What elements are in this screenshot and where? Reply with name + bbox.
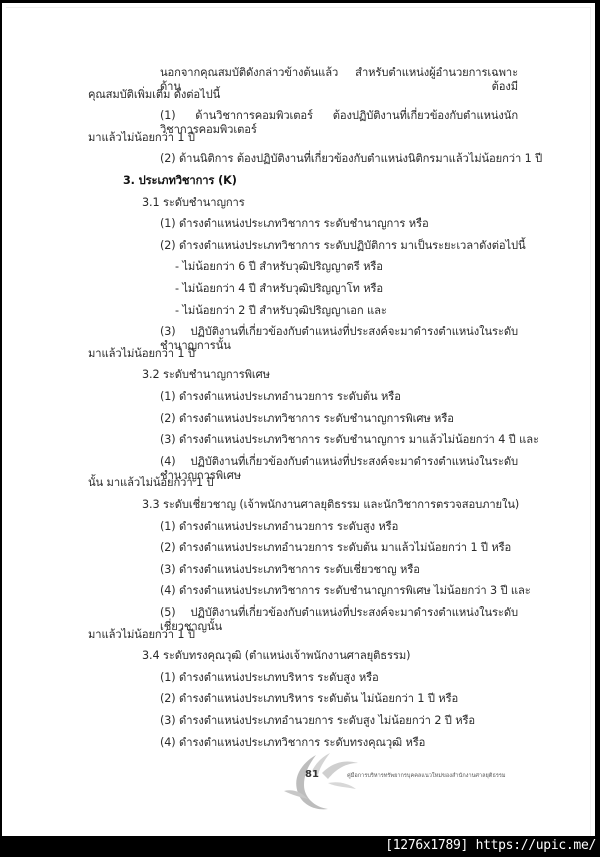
text-line: (4) ดำรงตำแหน่งประเภทวิชาการ ระดับชำนาญการพิเศษ ไม่น้อยกว่า 3 ปี และ bbox=[160, 584, 531, 598]
text-line: (1) ดำรงตำแหน่งประเภทอำนวยการ ระดับต้น หรือ bbox=[160, 390, 401, 403]
watermark-text: [1276x1789] https://upic.me/ bbox=[385, 838, 596, 853]
document-page bbox=[2, 3, 595, 836]
text-line: (5) ปฏิบัติงานที่เกี่ยวข้องกับตำแหน่งที่ประสงค์จะมาดำรงตำแหน่งในระดับเชี่ยวชาญนั้น bbox=[160, 606, 518, 633]
text-line: นอกจากคุณสมบัติดังกล่าวข้างต้นแล้ว สำหรับตำแหน่งผู้อำนวยการเฉพาะด้าน ต้องมี bbox=[160, 66, 518, 93]
text-line: - ไม่น้อยกว่า 2 ปี สำหรับวุฒิปริญญาเอก และ bbox=[175, 303, 387, 317]
text-line: นั้น มาแล้วไม่น้อยกว่า 1 ปี bbox=[88, 476, 214, 490]
page-number: 81 bbox=[305, 769, 319, 780]
text-line: (2) ดำรงตำแหน่งประเภทวิชาการ ระดับปฏิบัติการ มาเป็นระยะเวลาดังต่อไปนี้ bbox=[160, 238, 526, 252]
text-line: (3) ดำรงตำแหน่งประเภทวิชาการ ระดับเชี่ยวชาญ หรือ bbox=[160, 562, 420, 576]
text-line: (3) ปฏิบัติงานที่เกี่ยวข้องกับตำแหน่งที่ประสงค์จะมาดำรงตำแหน่งในระดับชำนาญการนั้น bbox=[160, 325, 518, 353]
text-line: (3) ดำรงตำแหน่งประเภทอำนวยการ ระดับสูง ไม่น้อยกว่า 2 ปี หรือ bbox=[160, 714, 476, 727]
text-line: (1) ด้านวิชาการคอมพิวเตอร์ ต้องปฏิบัติงานที่เกี่ยวข้องกับตำแหน่งนักวิชาการคอมพิวเตอร์ bbox=[160, 109, 518, 137]
text-line: คุณสมบัติเพิ่มเติม ดังต่อไปนี้ bbox=[88, 87, 221, 101]
text-line: - ไม่น้อยกว่า 4 ปี สำหรับวุฒิปริญญาโท หรือ bbox=[175, 282, 384, 295]
text-line: (2) ดำรงตำแหน่งประเภทวิชาการ ระดับชำนาญการพิเศษ หรือ bbox=[160, 411, 454, 425]
text-line: 3.1 ระดับชำนาญการ bbox=[142, 195, 245, 209]
text-line: (1) ดำรงตำแหน่งประเภทวิชาการ ระดับชำนาญการ หรือ bbox=[160, 217, 429, 231]
text-line: (4) ดำรงตำแหน่งประเภทวิชาการ ระดับทรงคุณวุฒิ หรือ bbox=[160, 735, 426, 749]
text-line: 3. ประเภทวิชาการ (K) bbox=[123, 174, 237, 187]
text-line: (1) ดำรงตำแหน่งประเภทบริหาร ระดับสูง หรือ bbox=[160, 670, 379, 684]
text-line: (2) ดำรงตำแหน่งประเภทบริหาร ระดับต้น ไม่น้อยกว่า 1 ปี หรือ bbox=[160, 692, 459, 706]
text-line: 3.2 ระดับชำนาญการพิเศษ bbox=[142, 368, 270, 382]
text-line: (3) ดำรงตำแหน่งประเภทวิชาการ ระดับชำนาญการ มาแล้วไม่น้อยกว่า 4 ปี และ bbox=[160, 433, 539, 447]
footer-title: คู่มือการบริหารทรัพยากรบุคคลแนวใหม่ของสำนักงานศาลยุติธรรม bbox=[347, 773, 506, 779]
text-line: มาแล้วไม่น้อยกว่า 1 ปี bbox=[88, 130, 195, 144]
text-line: - ไม่น้อยกว่า 6 ปี สำหรับวุฒิปริญญาตรี หรือ bbox=[175, 260, 383, 274]
text-line: (4) ปฏิบัติงานที่เกี่ยวข้องกับตำแหน่งที่ประสงค์จะมาดำรงตำแหน่งในระดับชำนาญการพิเศษ bbox=[160, 454, 518, 482]
leaf-swirl-icon bbox=[282, 753, 362, 815]
text-line: (2) ดำรงตำแหน่งประเภทอำนวยการ ระดับต้น มาแล้วไม่น้อยกว่า 1 ปี หรือ bbox=[160, 541, 512, 555]
text-line: 3.4 ระดับทรงคุณวุฒิ (ตำแหน่งเจ้าพนักงานศาลยุติธรรม) bbox=[142, 649, 411, 663]
text-line: 3.3 ระดับเชี่ยวชาญ (เจ้าพนักงานศาลยุติธรรม และนักวิชาการตรวจสอบภายใน) bbox=[142, 498, 520, 511]
text-line: มาแล้วไม่น้อยกว่า 1 ปี bbox=[88, 346, 195, 360]
text-line: มาแล้วไม่น้อยกว่า 1 ปี bbox=[88, 627, 195, 641]
text-line: (2) ด้านนิติการ ต้องปฏิบัติงานที่เกี่ยวข้องกับตำแหน่งนิติกรมาแล้วไม่น้อยกว่า 1 ปี bbox=[160, 152, 543, 166]
text-line: (1) ดำรงตำแหน่งประเภทอำนวยการ ระดับสูง หรือ bbox=[160, 519, 399, 533]
